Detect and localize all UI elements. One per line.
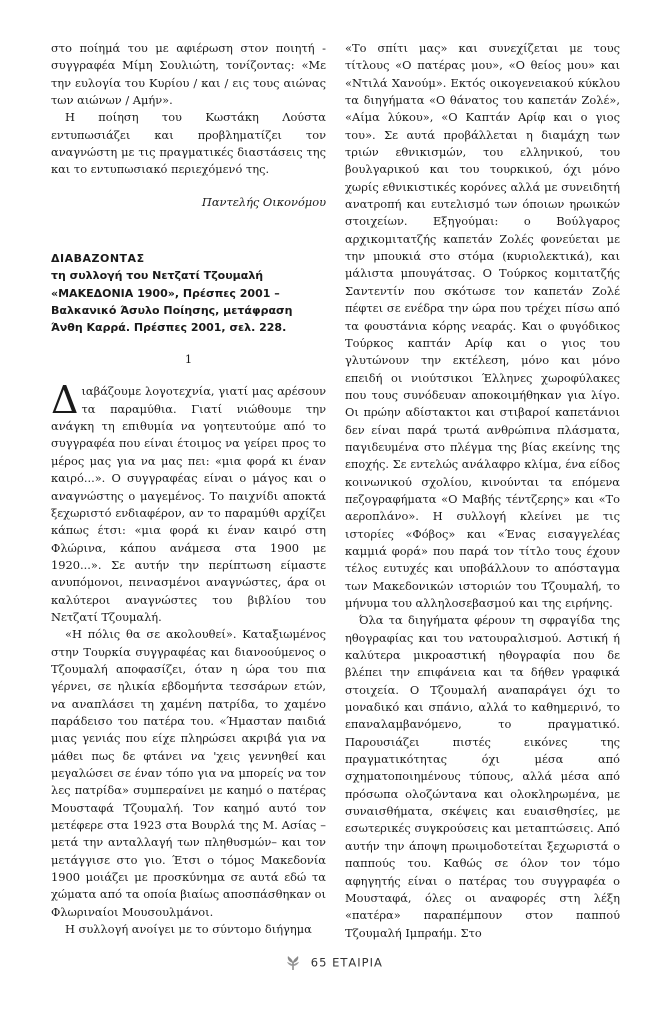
section-number: 1 xyxy=(184,352,193,367)
right-column xyxy=(345,40,620,942)
paragraph: Όλα τα διηγήματα φέρουν τη σφραγίδα της ηθογραφίας και του νατουραλισμού. Αστική ή καλύτερα μικροαστική ηθογραφία που δε βλέπει την επιφάνεια και τα δήθεν γραφικά στοιχεία. Ο Τζουμαλή αναπαράγει όχι το μοναδικό και σπάνιο, αλλά το καθημερινό, το επαναλαμβανόμενο, το πραγματικό. Παρουσιάζει πιστές εικόνες της πραγματικότητας όχι μέσα από σχηματοποιημένους τύπους, αλλά μέσα από πρόσωπα ολοζώντανα και ολοκληρωμένα, με συναισθήματα, σκέψεις και ευαισθησίες, με εσωτερικές συγκρούσεις και μεταπτώσεις. Από αυτήν την άποψη πρωιμοδοτείται ξεχωριστά ο παππούς του. Καθώς σε όλον τον τόμο αφηγητής είναι ο πατέρας του συγγραφέα ο Μουσταφά, όλες οι αναφορές στη λέξη «πατέρα» παραπέμπουν στον παππού Τζουμαλή Ιμπραήμ. Στο xyxy=(345,613,620,940)
page-footer xyxy=(0,955,667,971)
review-subtitle-line: Βαλκανικό Άσυλο Ποίησης, μετάφραση xyxy=(51,303,293,317)
drop-cap: Δ xyxy=(51,378,79,423)
review-subtitle-line: τη συλλογή του Νετζατί Τζουμαλή xyxy=(51,269,264,283)
page-number: 65 xyxy=(310,955,328,970)
paragraph-text: ιαβάζουμε λογοτεχνία, γιατί μας αρέσουν τα παραμύθια. Γιατί νιώθουμε την ανάγκη τη επιθυμία να γοητευτούμε από το συγγραφέα που είναι έτοιμος να γείρει προς το μέρος μας για να μας πει: «μια φορά κι έναν καιρό...». Ο συγγραφέας είναι ο μάγος και ο αναγνώστης ο μαγεμένος. Το παιχνίδι αποκτά ξεχωριστό ενδιαφέρον, αν το παραμύθι αρχίζει κάπως έτσι: «μια φορά κι έναν καιρό στη Φλώρινα, κάπου ανάμεσα στα 1900 με 1920...». Σε αυτήν την περίπτωση είμαστε ανυπόμονοι, πεινασμένοι αναγνώστες, άρα οι καλύτεροι αναγνώστες του βιβλίου του Νετζατί Τζουμαλή. xyxy=(51,384,326,624)
review-title: ΔΙΑΒΑΖΟΝΤΑΣ xyxy=(51,252,145,266)
review-subtitle-line: «ΜΑΚΕΔΟΝΙΑ 1900», Πρέσπες 2001 – xyxy=(51,286,280,300)
journal-name: ΕΤΑΙΡΙΑ xyxy=(332,955,383,970)
tree-emblem-icon xyxy=(284,956,311,970)
paragraph: Η ποίηση του Κωστάκη Λούστα εντυπωσιάζει και προβληματίζει τον αναγνώστη με τις πραγματικές διαστάσεις της και το εντυπωσιακό περιεχόμενό της. xyxy=(51,110,326,177)
paragraph: Η συλλογή ανοίγει με το σύντομο διήγημα xyxy=(65,922,312,937)
paragraph: στο ποίημά του με αφιέρωση στον ποιητή - συγγραφέα Μίμη Σουλιώτη, τονίζοντας: «Με την ευλογία του Κυρίου / και / εις τους αιώνας των αιώνων / Αμήν». xyxy=(51,41,326,108)
review-subtitle-line: Άνθη Καρρά. Πρέσπες 2001, σελ. 228. xyxy=(51,320,287,334)
review-header xyxy=(51,250,326,336)
author-signature: Παντελής Οικονόμου xyxy=(201,194,326,209)
paragraph: «Η πόλις θα σε ακολουθεί». Καταξιωμένος στην Τουρκία συγγραφέας και διανοούμενος ο Τζουμαλή αποφασίζει, όταν η ώρα του πια γέρνει, σε ηλικία εβδομήντα τεσσάρων ετών, να αναπλάσει τη χαμένη πατρίδα, το χαμένο παράδεισο του πατέρα του. «Ήμασταν παιδιά μιας γενιάς που είχε πληρώσει ακριβά για να μάθει πως δε φτάνει να 'χεις γεννηθεί και μεγαλώσει σε έναν τόπο για να μπορείς να τον λες πατρίδα» συμπεραίνει με καημό ο πατέρας Μουσταφά Τζουμαλή. Τον καημό αυτό τον μετέφερε στα 1923 στα Βουρλά της Μ. Ασίας –μετά την ανταλλαγή των πληθυσμών– και τον μετάγγισε στο γιο. Έτσι ο τόμος Μακεδονία 1900 μοιάζει με προσκύνημα σε αυτά εδώ τα χώματα από τα οποία βιαίως αποσπάσθηκαν οι Φλωριναίοι Μουσουλμάνοι. xyxy=(51,627,326,919)
left-column xyxy=(51,40,326,938)
paragraph: «Το σπίτι μας» και συνεχίζεται με τους τίτλους «Ο πατέρας μου», «Ο θείος μου» και «Ντιλά Χανούμ». Εκτός οικογενειακού κύκλου τα διηγήματα «Ο θάνατος του καπετάν Ζολέ», «Αίμα λύκου», «Ο Καπτάν Αρίφ και ο γιος του». Σε αυτά προβάλλεται η διαμάχη των τριών εθνικισμών, του ελληνικού, του βουλγαρικού και του τουρκικού, όχι μόνο χωρίς εθνικιστικές κορόνες αλλά με συνειδητή ανατροπή και ευτελισμό των όποιων ηρωικών στοιχείων. Εξηγούμαι: ο Βούλγαρος αρχικομιτατζής καπετάν Ζολές φονεύεται με την μπουκιά στο στόμα (κυριολεκτικά), και μάλιστα μπουγάτσας. Ο Τούρκος κομιτατζής Σαντεντίν που σκότωσε τον καπετάν Ζολέ πέφτει σε ενέδρα την ώρα που τρέχει πίσω από τα φουστάνια κόρης νεαράς. Και ο φυγόδικος Τούρκος καπτάν Αρίφ και ο γιος του γλυτώνουν την εκτέλεση, μόνο και μόνο επειδή οι νιούτσικοι Έλληνες χωροφύλακες που τους συνόδευαν αποκοιμήθηκαν για λίγο. Οι πρώην αδίστακτοι και στιβαροί καπετάνιοι δεν είναι παρά τρωτά ανθρώπινα πλάσματα, παγιδευμένα στο πλέγμα της βίας εκείνης της εποχής. Σε εντελώς ανάλαφρο κλίμα, ένα είδος κοινωνικού σχολίου, κινούνται τα επόμενα πεζογραφήματα «Ο Μαβής τέντζερης» και «Το αεροπλάνο». Η συλλογή κλείνει με τις ιστορίες «Φόβος» και «Ένας εισαγγελέας καμμιά φορά» που παρά τον τίτλο τους έχουν τέλος ευτυχές και υποβάλλουν το απόσταγμα των Μακεδονικών ιστοριών του Τζουμαλή, το μήνυμα του αλληλοσεβασμού και της ειρήνης. xyxy=(345,41,620,610)
paragraph-with-dropcap xyxy=(51,378,326,626)
